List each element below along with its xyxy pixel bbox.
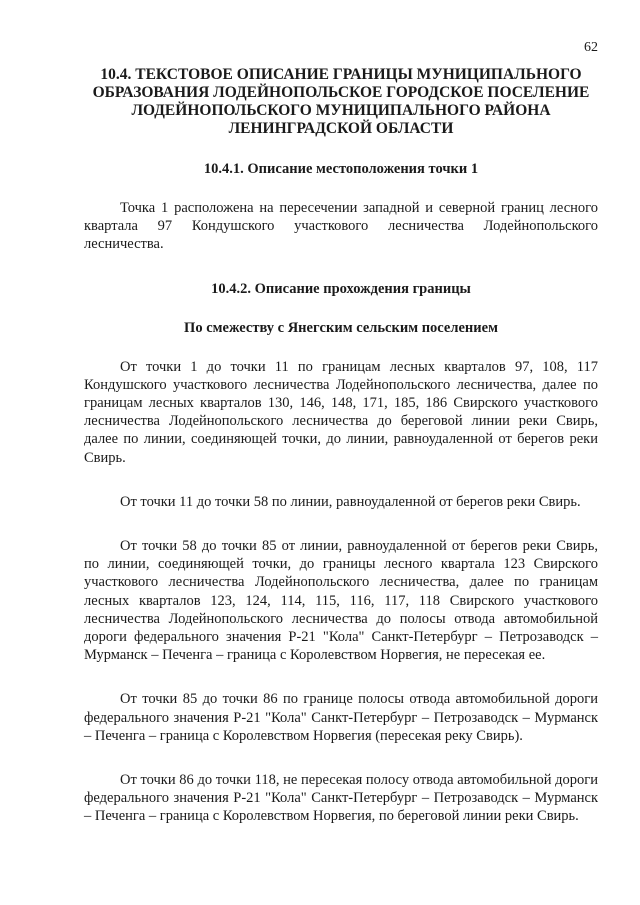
section-1-heading: 10.4.1. Описание местоположения точки 1: [203, 161, 479, 177]
section-2-subheading: По смежеству с Янегским сельским поселением: [184, 319, 498, 336]
boundary-paragraph-3: От точки 58 до точки 85 от линии, равноудаленной от берегов реки Свирь, по линии, соединяющей точки, до границы лесного квартала 123 Свирского участкового лесничества Лодейнопольского лесничества, далее по границам лесных кварталов 123, 124, 114, 115, 116, 117, 118 Свирского участкового лесничества Лодейнопольского лесничества до полосы отвода автомобильной дороги федерального значения Р-21 "Кола" Санкт-Петербург – Петрозаводск – Мурманск – Печенга – граница с Королевством Норвегия, не пересекая ее.: [84, 538, 598, 664]
document-content: [84, 66, 598, 850]
page-number: 62: [584, 40, 598, 55]
boundary-paragraph-4: От точки 85 до точки 86 по границе полосы отвода автомобильной дороги федерального значения Р-21 "Кола" Санкт-Петербург – Петрозаводск – Мурманск – Печенга – граница с Королевством Норвегия (пересекая реку Свирь).: [84, 691, 598, 744]
boundary-paragraph-1: От точки 1 до точки 11 по границам лесных кварталов 97, 108, 117 Кондушского участкового лесничества Лодейнопольского лесничества, далее по границам лесных кварталов 130, 146, 148, 171, 185, 186 Свирского участкового лесничества Лодейнопольского лесничества до береговой линии реки Свирь, далее по линии, соединяющей точки, до линии, равноудаленной от берегов реки Свирь.: [84, 358, 598, 466]
boundary-paragraph-5: От точки 86 до точки 118, не пересекая полосу отвода автомобильной дороги федерального значения Р-21 "Кола" Санкт-Петербург – Петрозаводск – Мурманск – Печенга – граница с Королевством Норвегия, по береговой линии реки Свирь.: [84, 772, 598, 825]
section-1-paragraph: Точка 1 расположена на пересечении западной и северной границ лесного квартала 97 Кондушского участкового лесничества Лодейнопольского лесничества.: [84, 200, 598, 253]
boundary-paragraph-2: От точки 11 до точки 58 по линии, равноудаленной от берегов реки Свирь.: [120, 493, 581, 510]
section-2-heading: 10.4.2. Описание прохождения границы: [211, 280, 471, 297]
document-title: 10.4. ТЕКСТОВОЕ ОПИСАНИЕ ГРАНИЦЫ МУНИЦИПАЛЬНОГО ОБРАЗОВАНИЯ ЛОДЕЙНОПОЛЬСКОЕ ГОРОДСКОЕ ПОСЕЛЕНИЕ ЛОДЕЙНОПОЛЬСКОГО МУНИЦИПАЛЬНОГО РАЙОНА ЛЕНИНГРАДСКОЙ ОБЛАСТИ: [92, 66, 590, 137]
